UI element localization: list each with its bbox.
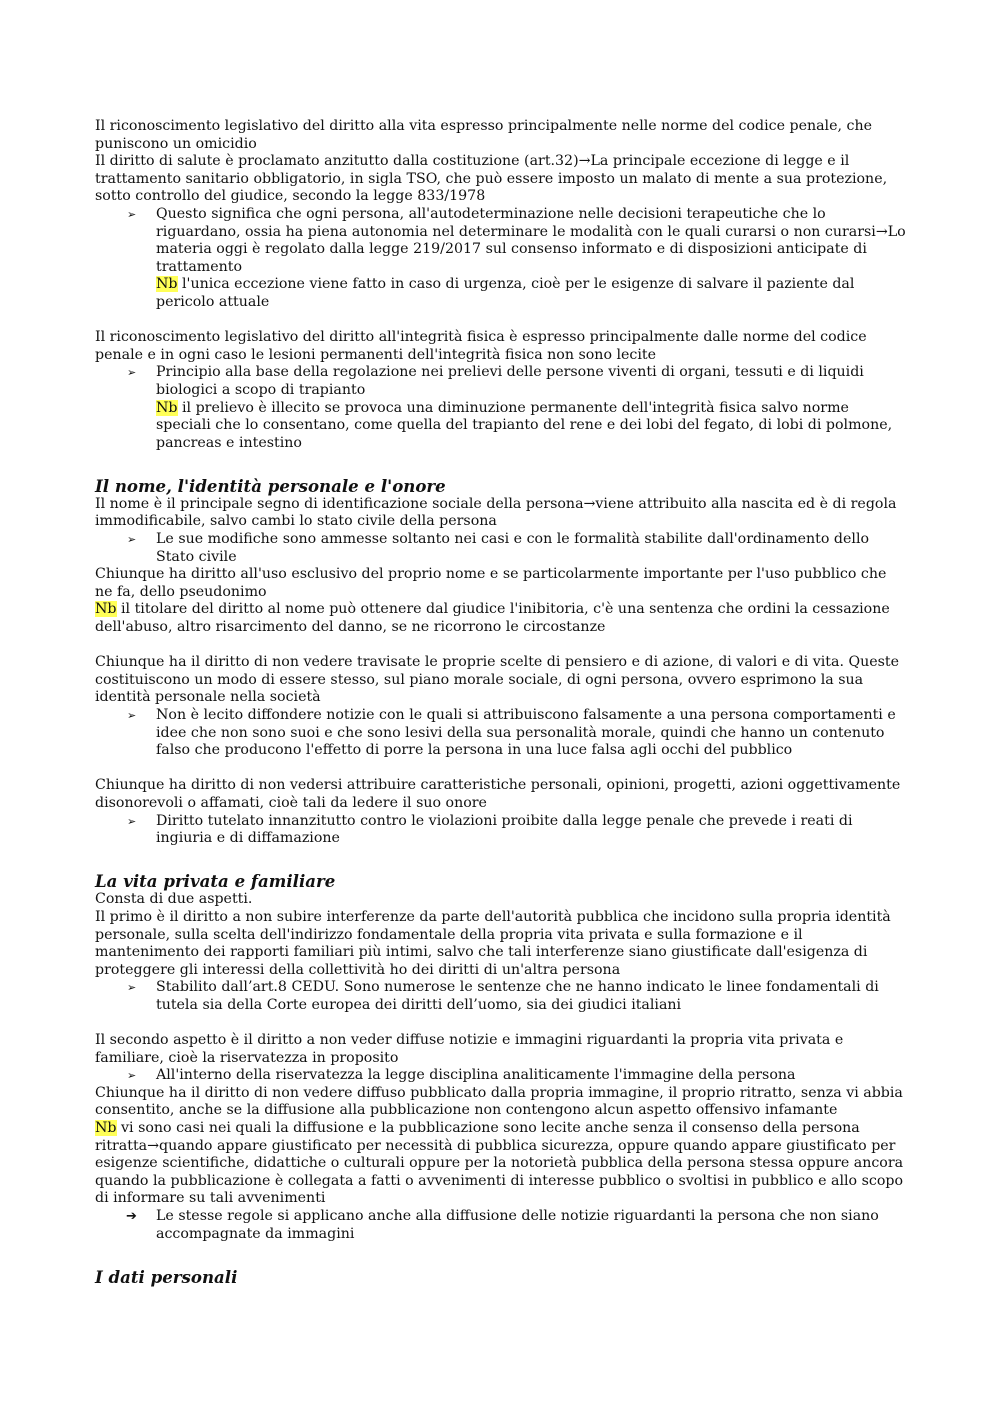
paragraph: Il primo è il diritto a non subire interferenze da parte dell'autorità pubblica che incidono sulla propria identità personale, sulla scelta dell'indirizzo fondamentale della propria vita privata e sulla formazione e il mantenimento dei rapporti familiari più intimi, salvo che tali interferenze siano giustificate dall'esigenza di proteggere gli interessi della collettività ho dei diritti di un'altra persona: [95, 908, 891, 978]
bullet-list: [95, 707, 907, 760]
bullet-list: [95, 813, 907, 848]
bullet-list: [95, 1208, 907, 1243]
list-item: ➔ Le stesse regole si applicano anche alla diffusione delle notizie riguardanti la persona che non siano accompagnate da immagini: [126, 1208, 879, 1242]
list-item: ➢ Principio alla base della regolazione nei prelievi delle persone viventi di organi, tessuti e di liquidi biologici a scopo di trapianto Nb il prelievo è illecito se provoca una diminuzione permanente dell'integrità fisica salvo norme speciali che lo consentano, come quella del trapianto del rene e dei lobi del fegato, di lobi di polmone, pancreas e intestino: [127, 364, 893, 451]
paragraph: Chiunque ha diritto all'uso esclusivo del proprio nome e se particolarmente importante per l'uso pubblico che ne fa, dello pseudonimo: [95, 566, 887, 600]
arrowhead-bullet-icon: ➢: [127, 1069, 137, 1083]
arrowhead-bullet-icon: ➢: [127, 207, 137, 221]
nb-highlight: Nb: [156, 399, 178, 416]
paragraph: Il secondo aspetto è il diritto a non veder diffuse notizie e immagini riguardanti la propria vita privata e familiare, cioè la riservatezza in proposito: [95, 1032, 844, 1066]
arrowhead-bullet-icon: ➢: [127, 366, 137, 380]
paragraph: Il riconoscimento legislativo del diritto all'integrità fisica è espresso principalmente dalle norme del codice penale e in ogni caso le lesioni permanenti dell'integrità fisica non sono lecite: [95, 329, 867, 363]
nb-highlight: Nb: [156, 276, 178, 293]
paragraph: Il diritto di salute è proclamato anzitutto dalla costituzione (art.32)→La principale eccezione di legge e il trattamento sanitario obbligatorio, in sigla TSO, che può essere imposto un malato di mente a sua protezione, sotto controllo del giudice, secondo la legge 833/1978: [95, 153, 888, 205]
paragraph: Nb il titolare del diritto al nome può ottenere dal giudice l'inibitoria, c'è una sentenza che ordini la cessazione dell'abuso, altro risarcimento del danno, se ne ricorrono le circostanze: [95, 601, 890, 636]
arrowhead-bullet-icon: ➢: [127, 981, 137, 995]
paragraph: Il riconoscimento legislativo del diritto alla vita espresso principalmente nelle norme del codice penale, che puniscono un omicidio: [95, 118, 872, 152]
list-item: ➢ Stabilito dall’art.8 CEDU. Sono numerose le sentenze che ne hanno indicato le linee fondamentali di tutela sia della Corte europea dei diritti dell’uomo, sia dei giudici italiani: [127, 979, 879, 1013]
list-item: ➢ All'interno della riservatezza la legge disciplina analiticamente l'immagine della persona: [127, 1067, 796, 1084]
section-heading: La vita privata e familiare: [95, 871, 336, 892]
list-item: ➢ Le sue modifiche sono ammesse soltanto nei casi e con le formalità stabilite dall'ordinamento dello Stato civile: [127, 531, 870, 565]
paragraph: Consta di due aspetti.: [95, 891, 253, 908]
paragraph: Chiunque ha il diritto di non vedere diffuso pubblicato dalla propria immagine, il proprio ritratto, senza vi abbia consentito, anche se la diffusione alla pubblicazione non contengono alcun aspetto offensivo infamante: [95, 1084, 903, 1119]
paragraph: Chiunque ha diritto di non vedersi attribuire caratteristiche personali, opinioni, progetti, azioni oggettivamente disonorevoli o affamati, cioè tali da ledere il suo onore: [95, 777, 901, 811]
section-heading: I dati personali: [95, 1266, 238, 1287]
list-item: ➢ Non è lecito diffondere notizie con le quali si attribuiscono falsamente a una persona comportamenti e idee che non sono suoi e che sono lesivi della sua personalità morale, quindi che hanno un contenuto falso che producono l'effetto di porre la persona in una luce falsa agli occhi del pubblico: [127, 707, 896, 759]
nb-highlight: Nb: [95, 601, 117, 618]
paragraph: Chiunque ha il diritto di non vedere travisate le proprie scelte di pensiero e di azione, di valori e di vita. Queste costituiscono un modo di essere stesso, sul piano morale sociale, di ogni persona, ovvero esprimono la sua identità personale nella società: [95, 654, 900, 706]
paragraph: Nb vi sono casi nei quali la diffusione e la pubblicazione sono lecite anche senza il consenso della persona ritratta→quando appare giustificato per necessità di pubblica sicurezza, oppure quando appare giustificato per esigenze scientifiche, didattiche o culturali oppure per la notorietà pubblica della persona stessa oppure ancora quando la pubblicazione è collegata a fatti o avvenimenti di interesse pubblico o svoltisi in pubblico e allo scopo di informare su tali avvenimenti: [95, 1120, 904, 1207]
nb-highlight: Nb: [95, 1120, 117, 1137]
bullet-list: [95, 206, 907, 312]
arrowhead-bullet-icon: ➢: [127, 709, 137, 722]
bullet-list: [95, 979, 907, 1014]
bullet-list: [95, 1067, 907, 1085]
document-page: [95, 118, 907, 1287]
list-item: ➢ Questo significa che ogni persona, all'autodeterminazione nelle decisioni terapeutiche che lo riguardano, ossia ha piena autonomia nel determinare le modalità con le quali curarsi o non curarsi→Lo materia oggi è regolato dalla legge 219/2017 sul consenso informato e di disposizioni anticipate di trattamento Nb l'unica eccezione viene fatto in caso di urgenza, cioè per le esigenze di salvare il paziente dal pericolo attuale: [127, 205, 906, 310]
arrowhead-bullet-icon: ➢: [127, 814, 137, 828]
bold-arrow-bullet-icon: ➔: [126, 1209, 137, 1225]
arrowhead-bullet-icon: ➢: [127, 533, 137, 547]
list-item: ➢ Diritto tutelato innanzitutto contro le violazioni proibite dalla legge penale che prevede i reati di ingiuria e di diffamazione: [127, 812, 853, 847]
section-heading: Il nome, l'identità personale e l'onore: [95, 475, 446, 496]
paragraph: Il nome è il principale segno di identificazione sociale della persona→viene attribuito alla nascita ed è di regola immodificabile, salvo cambi lo stato civile della persona: [95, 495, 897, 530]
bullet-list: [95, 364, 907, 452]
bullet-list: [95, 531, 907, 566]
